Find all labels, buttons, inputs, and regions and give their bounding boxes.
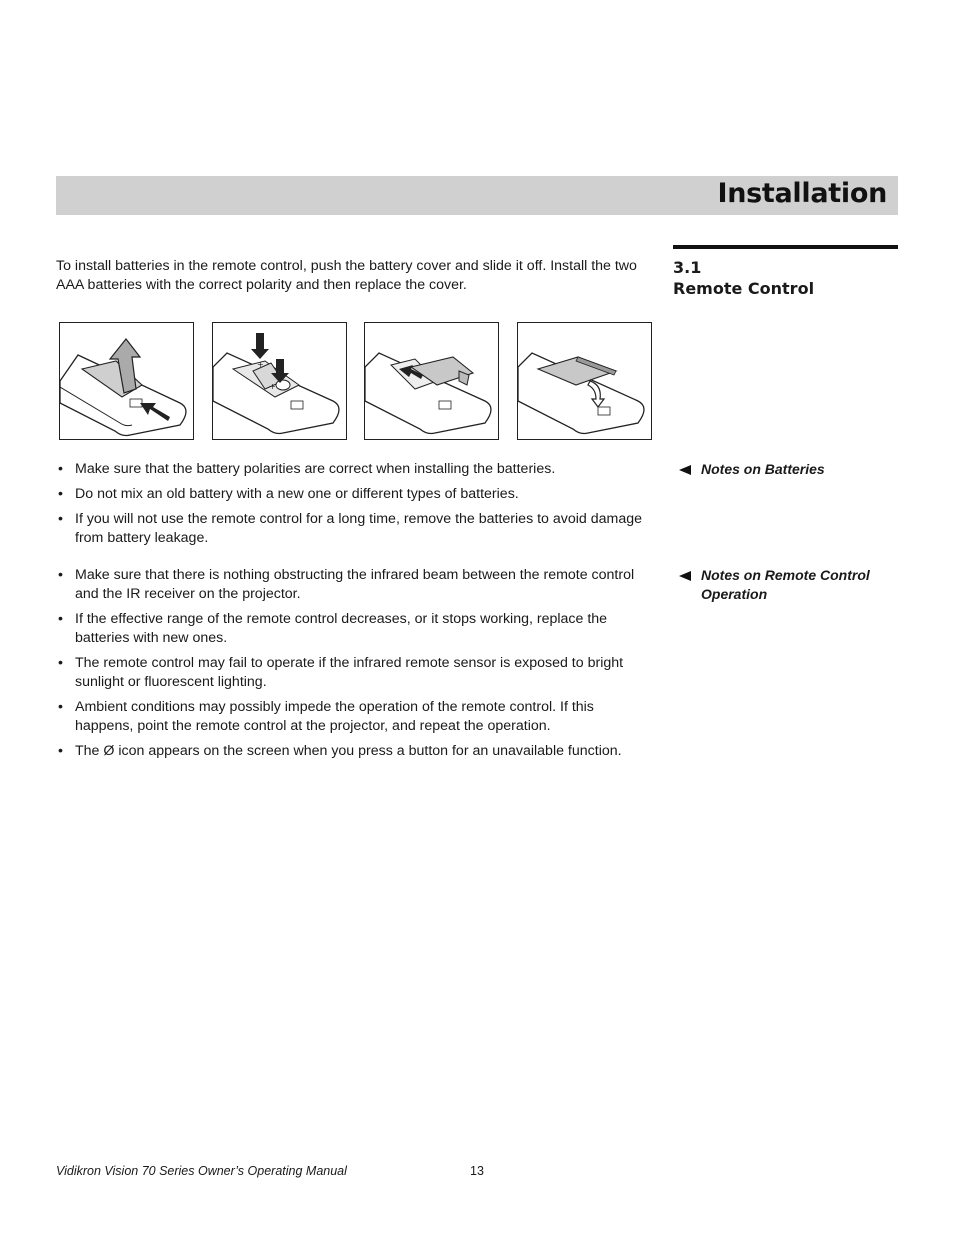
battery-install-figures xyxy=(59,322,652,440)
footer-manual-title: Vidikron Vision 70 Series Owner’s Operating Manual xyxy=(56,1164,347,1178)
bullet: • xyxy=(58,511,63,527)
list-item: • If you will not use the remote control for a long time, remove the batteries to avoid damage from battery leakage. xyxy=(58,511,643,546)
bullet: • xyxy=(58,461,63,477)
remote-slide-cover-illustration xyxy=(364,322,499,440)
arrow-left-icon xyxy=(679,571,691,581)
bullet: • xyxy=(58,567,63,583)
bullet: • xyxy=(58,486,63,502)
list-item: • Do not mix an old battery with a new one or different types of batteries. xyxy=(58,486,519,502)
battery-notes-list xyxy=(56,460,656,554)
arrow-left-icon xyxy=(679,465,691,475)
remote-insert-batteries-illustration xyxy=(212,322,347,440)
section-number: 3.1 xyxy=(673,258,702,277)
list-item: • If the effective range of the remote control decreases, or it stops working, replace the batteries with new ones. xyxy=(58,611,608,646)
chapter-title: Installation xyxy=(717,178,887,209)
notes-on-remote-operation-heading: Notes on Remote Control Operation xyxy=(679,566,889,604)
bullet: • xyxy=(58,743,63,759)
section-rule xyxy=(673,245,898,249)
svg-text:+: + xyxy=(269,382,276,391)
list-item: • Make sure that there is nothing obstructing the infrared beam between the remote control and the IR receiver on the projector. xyxy=(58,567,635,602)
bullet: • xyxy=(58,611,63,627)
chapter-title-bar xyxy=(56,176,898,215)
remote-close-cover-illustration xyxy=(517,322,652,440)
notes-on-batteries-heading: Notes on Batteries xyxy=(679,460,889,479)
list-item: • The remote control may fail to operate if the infrared remote sensor is exposed to bright sunlight or fluorescent lighting. xyxy=(58,655,624,690)
bullet: • xyxy=(58,655,63,671)
remote-remove-cover-illustration xyxy=(59,322,194,440)
list-item: • Make sure that the battery polarities are correct when installing the batteries. xyxy=(58,461,556,477)
intro-paragraph: To install batteries in the remote control, push the battery cover and slide it off. Install the two AAA batteries with the correct polarity and then replace the cover. xyxy=(56,258,637,293)
footer-page-number: 13 xyxy=(470,1164,484,1178)
list-item: • Ambient conditions may possibly impede the operation of the remote control. If this happens, point the remote control at the projector, and repeat the operation. xyxy=(58,699,594,734)
list-item: • The Ø icon appears on the screen when you press a button for an unavailable function. xyxy=(58,743,622,759)
remote-notes-list xyxy=(56,566,656,767)
section-title: Remote Control xyxy=(673,279,815,298)
bullet: • xyxy=(58,699,63,715)
svg-text:+: + xyxy=(257,360,264,369)
